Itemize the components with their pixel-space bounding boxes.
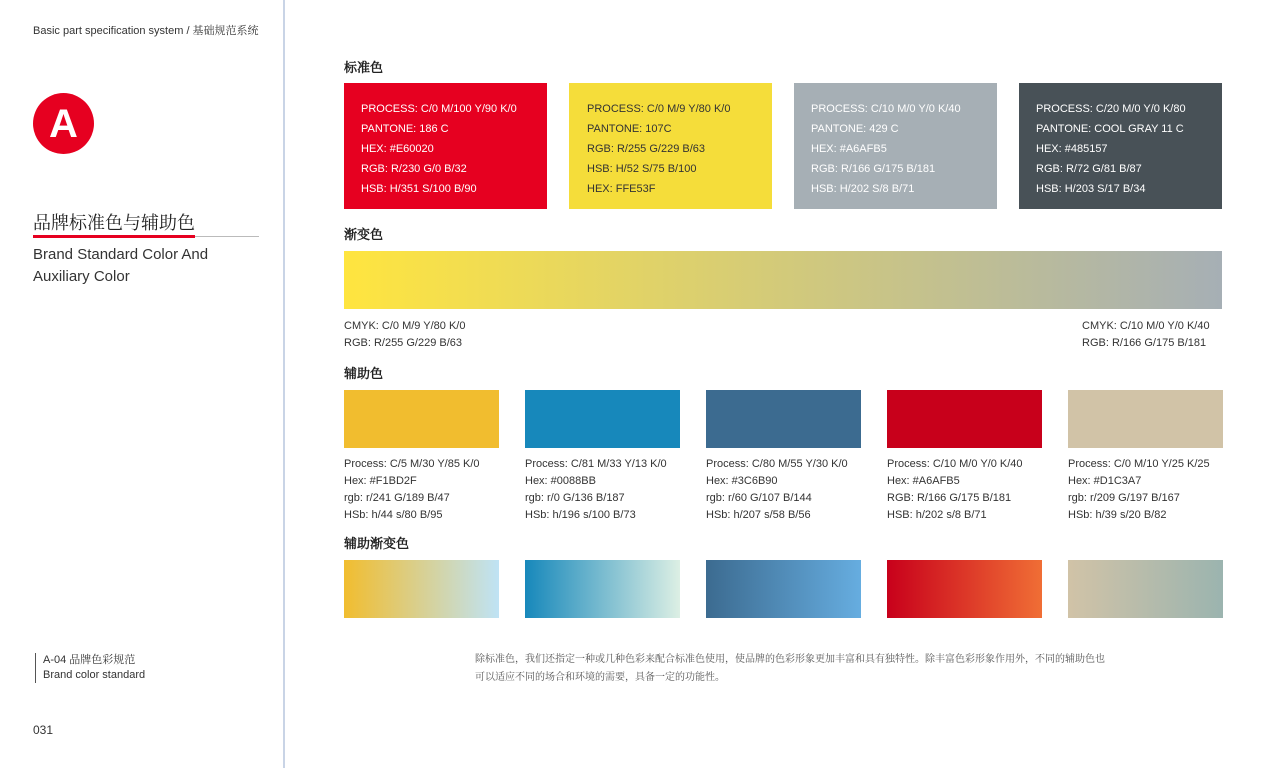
auxiliary-spec-blue	[525, 456, 667, 524]
color-spec-line: RGB: R/72 G/81 B/87	[1036, 163, 1142, 175]
gradient-spec-line: RGB: R/255 G/229 B/63	[344, 337, 463, 349]
auxiliary-spec-line: rgb: r/241 G/189 B/47	[344, 492, 450, 504]
color-spec-line: HEX: #E60020	[361, 143, 434, 155]
title-accent-line	[33, 235, 195, 238]
gradient-spec-line: RGB: R/166 G/175 B/181	[1082, 337, 1207, 349]
auxiliary-spec-line: Hex: #A6AFB5	[887, 475, 960, 487]
color-spec-line: RGB: R/255 G/229 B/63	[587, 143, 706, 155]
auxiliary-swatch-beige	[1068, 390, 1223, 448]
auxiliary-spec-line: Process: C/80 M/55 Y/30 K/0	[706, 458, 848, 470]
color-spec-line: HEX: #485157	[1036, 143, 1108, 155]
color-spec-line: RGB: R/230 G/0 B/32	[361, 163, 467, 175]
auxiliary-spec-line: Process: C/10 M/0 Y/0 K/40	[887, 458, 1023, 470]
color-spec-line: HSB: H/52 S/75 B/100	[587, 163, 697, 175]
auxiliary-spec-line: Hex: #F1BD2F	[344, 475, 417, 487]
section-title-gradient: 渐变色	[344, 227, 384, 242]
auxiliary-spec-red	[887, 456, 1023, 524]
color-spec-line: HSB: H/203 S/17 B/34	[1036, 183, 1146, 195]
color-spec-line: PROCESS: C/0 M/9 Y/80 K/0	[587, 103, 731, 115]
color-spec-line: PROCESS: C/20 M/0 Y/0 K/80	[1036, 103, 1186, 115]
auxiliary-spec-yellow	[344, 456, 480, 524]
color-spec-line: PANTONE: 107C	[587, 123, 672, 135]
standard-color-card-yellow	[569, 83, 772, 209]
description-text: 除标准色，我们还指定一种或几种色彩来配合标准色使用，使品牌的色彩形象更加丰富和具有独特性。除丰富色彩形象作用外，不同的辅助色也可以适应不同的场合和环境的需要，具备一定的功能性。	[475, 654, 1105, 683]
gradient-spec-line: CMYK: C/10 M/0 Y/0 K/40	[1082, 320, 1210, 332]
color-spec-line: HEX: FFE53F	[587, 183, 656, 195]
gradient-end-label	[1082, 318, 1210, 352]
page-number: 031	[33, 723, 54, 737]
auxiliary-spec-line: HSb: h/44 s/80 B/95	[344, 509, 443, 521]
auxiliary-spec-line: rgb: r/0 G/136 B/187	[525, 492, 625, 504]
auxiliary-spec-line: HSb: h/196 s/100 B/73	[525, 509, 636, 521]
page-title-en-line2: Auxiliary Color	[33, 268, 130, 285]
standard-color-card-red	[344, 83, 547, 209]
auxiliary-spec-line: rgb: r/209 G/197 B/167	[1068, 492, 1180, 504]
auxiliary-spec-line: rgb: r/60 G/107 B/144	[706, 492, 812, 504]
gradient-start-label	[344, 318, 465, 352]
auxiliary-spec-line: HSb: h/39 s/20 B/82	[1068, 509, 1167, 521]
color-spec-line: PANTONE: 429 C	[811, 123, 899, 135]
header-text: Basic part specification system / 基础规范系统	[33, 25, 259, 37]
auxiliary-spec-line: Process: C/0 M/10 Y/25 K/25	[1068, 458, 1210, 470]
auxiliary-swatch-navy	[706, 390, 861, 448]
page-reference-cn: A-04 品牌色彩规范	[43, 654, 136, 666]
section-title-auxiliary: 辅助色	[344, 366, 384, 381]
color-spec-line: PROCESS: C/0 M/100 Y/90 K/0	[361, 103, 517, 115]
auxiliary-spec-line: Process: C/5 M/30 Y/85 K/0	[344, 458, 480, 470]
auxiliary-spec-line: HSB: h/202 s/8 B/71	[887, 509, 987, 521]
page-reference	[35, 653, 145, 683]
section-title-auxiliary-gradient: 辅助渐变色	[344, 536, 410, 551]
auxiliary-spec-line: Process: C/81 M/33 Y/13 K/0	[525, 458, 667, 470]
auxiliary-spec-beige	[1068, 456, 1210, 524]
auxiliary-spec-line: Hex: #3C6B90	[706, 475, 778, 487]
auxiliary-gradient-red	[887, 560, 1042, 618]
page-title-cn: 品牌标准色与辅助色	[33, 213, 195, 233]
page-reference-en: Brand color standard	[43, 669, 146, 681]
page-title-en	[33, 244, 208, 288]
auxiliary-spec-line: RGB: R/166 G/175 B/181	[887, 492, 1012, 504]
standard-color-card-gray	[794, 83, 997, 209]
auxiliary-gradient-navy	[706, 560, 861, 618]
color-spec-line: PANTONE: COOL GRAY 11 C	[1036, 123, 1184, 135]
gradient-spec-line: CMYK: C/0 M/9 Y/80 K/0	[344, 320, 466, 332]
color-spec-line: HSB: H/202 S/8 B/71	[811, 183, 915, 195]
auxiliary-gradient-beige	[1068, 560, 1223, 618]
section-title-standard: 标准色	[344, 60, 384, 75]
auxiliary-swatch-red	[887, 390, 1042, 448]
color-spec-line: PANTONE: 186 C	[361, 123, 449, 135]
auxiliary-spec-line: HSb: h/207 s/58 B/56	[706, 509, 811, 521]
auxiliary-swatch-yellow	[344, 390, 499, 448]
auxiliary-gradient-blue	[525, 560, 680, 618]
color-spec-line: PROCESS: C/10 M/0 Y/0 K/40	[811, 103, 961, 115]
standard-color-card-dark-gray	[1019, 83, 1222, 209]
standard-gradient-bar	[344, 251, 1222, 309]
auxiliary-spec-line: Hex: #0088BB	[525, 475, 596, 487]
brand-logo: A	[33, 93, 94, 154]
page-title-en-line1: Brand Standard Color And	[33, 246, 209, 263]
color-spec-line: RGB: R/166 G/175 B/181	[811, 163, 936, 175]
color-spec-line: HEX: #A6AFB5	[811, 143, 887, 155]
color-spec-line: HSB: H/351 S/100 B/90	[361, 183, 477, 195]
sidebar	[0, 0, 285, 768]
auxiliary-gradient-yellow	[344, 560, 499, 618]
auxiliary-swatch-blue	[525, 390, 680, 448]
auxiliary-spec-navy	[706, 456, 848, 524]
auxiliary-spec-line: Hex: #D1C3A7	[1068, 475, 1142, 487]
